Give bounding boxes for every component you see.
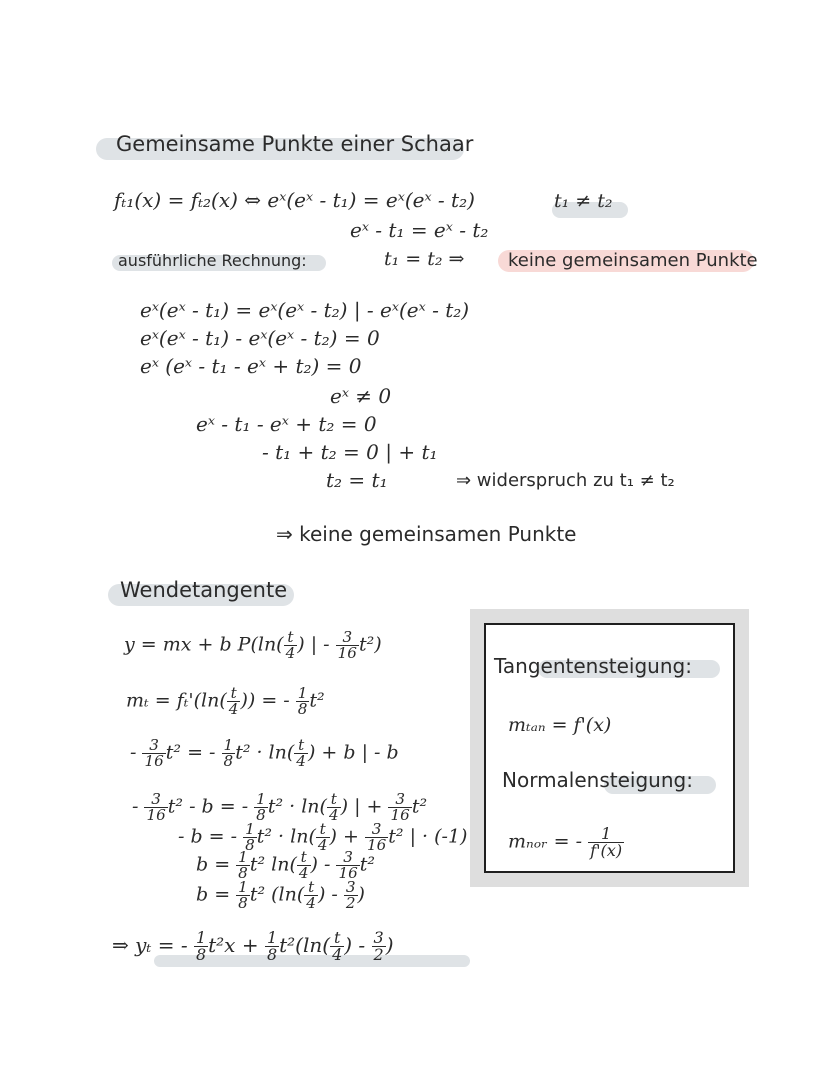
frac-den: 2 [373,945,384,964]
step-3: eˣ (eˣ - t₁ - eˣ + t₂) = 0 [140,354,362,378]
frac-num: t [316,822,330,838]
wt-line-4-part-d: ) | + [340,795,389,818]
frac-num: 1 [238,878,248,896]
frac-num: 3 [336,630,359,646]
wt-line-6-part-b: t² ln( [249,853,297,876]
box-title-normal-slope: Normalensteigung: [502,768,693,792]
frac-den: 8 [256,806,266,825]
fraction-1-over-8 [296,686,310,717]
equation-line-3: t₁ = t₂ ⇒ [384,248,465,270]
frac-den: 8 [297,700,308,719]
wt-line-5-part-a: - b = - [178,825,244,848]
wt-line-2 [126,686,325,717]
wt-line-7-part-c: ) - [317,883,344,906]
frac-num: t [304,880,318,896]
box-formula-tangent: mₜₐₙ = f'(x) [508,714,612,736]
wt-line-6 [196,850,375,881]
wt-line-3-part-a: - [130,741,143,764]
frac-num: 1 [245,820,255,838]
wt-final-part-b: t²x + [208,933,265,957]
frac-num: 3 [345,878,356,896]
section-heading-wendetangente: Wendetangente [120,578,288,602]
frac-den: 4 [332,945,343,964]
wt-line-5-part-c: ) + [329,825,365,848]
fraction-3-over-16 [142,738,165,769]
frac-den: 16 [366,836,387,855]
fraction-3-over-16 [336,630,359,661]
frac-num: t [330,930,344,947]
wt-line-1-part-a: y = mx + b P(ln( [124,633,284,656]
fraction-t-over-4 [327,792,341,823]
frac-den: 16 [338,864,358,883]
contradiction-note: ⇒ widerspruch zu t₁ ≠ t₂ [456,470,675,491]
wt-line-6-part-c: ) - [310,853,337,876]
frac-num: t [327,792,341,808]
frac-den: 4 [298,864,309,883]
wt-line-1-part-c: t²) [358,633,382,656]
frac-den: 16 [337,644,357,663]
detail-calculation-label: ausführliche Rechnung: [118,251,307,270]
frac-den: 4 [285,644,296,663]
wt-line-4-part-a: - [132,795,145,818]
frac-den: 8 [245,836,255,855]
box-title-tangent-slope: Tangentensteigung: [494,654,692,678]
wt-final-part-c: t²(ln( [279,933,331,957]
box-formula-normal-lhs: mₙₒᵣ = - [508,830,589,853]
fraction-3-over-16 [365,822,388,853]
step-2: eˣ(eˣ - t₁) - eˣ(eˣ - t₂) = 0 [140,326,380,350]
fraction-1-over-8 [194,930,208,963]
frac-den: 8 [266,945,278,964]
frac-num: 1 [588,826,624,843]
fraction-1-over-fprime [588,826,624,859]
fraction-1-over-8 [236,880,250,911]
step-1: eˣ(eˣ - t₁) = eˣ(eˣ - t₂) | - eˣ(eˣ - t₂) [140,298,470,322]
frac-num: t [297,850,311,866]
fraction-t-over-4 [227,686,241,717]
frac-den: 4 [228,700,239,719]
frac-num: 3 [373,928,384,947]
frac-num: 3 [365,822,388,838]
fraction-1-over-8 [236,850,250,881]
frac-num: t [227,686,241,702]
fraction-1-over-8 [222,738,236,769]
fraction-t-over-4 [330,930,344,963]
wt-line-7-part-d: ) [357,883,365,906]
wt-line-7 [196,880,365,911]
frac-num: 3 [388,792,411,808]
frac-num: 3 [336,850,359,866]
frac-den: 4 [317,836,328,855]
step-5: eˣ - t₁ - eˣ + t₂ = 0 [196,412,377,436]
wt-line-1-part-b: ) | - [297,633,336,656]
frac-den: 8 [238,894,248,913]
wt-line-6-part-d: t² [359,853,376,876]
frac-den: 16 [146,806,166,825]
frac-den: 2 [345,894,356,913]
wt-line-2-part-b: )) = - [240,689,296,712]
wt-line-2-part-a: mₜ = fₜ'(ln( [126,689,227,712]
frac-den: 8 [238,864,248,883]
wt-line-2-part-c: t² [309,689,325,712]
conclusion-no-common-points: keine gemeinsamen Punkte [508,250,758,271]
frac-den: 8 [223,752,234,771]
frac-num: 3 [142,738,165,754]
frac-den: 4 [306,894,316,913]
final-conclusion: ⇒ keine gemeinsamen Punkte [276,522,577,546]
fraction-t-over-4 [304,880,318,911]
fraction-1-over-8 [265,930,279,963]
frac-den: 4 [328,806,339,825]
wt-final-equation [112,930,394,963]
frac-den: 4 [296,752,306,771]
box-formula-normal [508,826,624,859]
wt-line-4-part-b: t² - b = - [167,795,255,818]
condition-t1-neq-t2: t₁ ≠ t₂ [554,190,613,212]
frac-den: f'(x) [590,841,623,861]
fraction-t-over-4 [316,822,330,853]
wt-final-part-e: ) [385,933,394,957]
fraction-3-over-16 [336,850,359,881]
step-7: t₂ = t₁ [326,468,388,492]
equation-line-1: fₜ₁(x) = fₜ₂(x) ⇔ eˣ(eˣ - t₁) = eˣ(eˣ - t₂) [114,188,475,212]
equation-line-2: eˣ - t₁ = eˣ - t₂ [350,218,489,242]
wt-line-4-part-e: t² [411,795,428,818]
fraction-3-over-16 [388,792,411,823]
wt-final-part-a: ⇒ yₜ = - [112,933,194,957]
frac-den: 16 [144,752,164,771]
wt-line-3-part-d: ) + b | - b [307,741,399,764]
wt-line-3 [130,738,399,769]
wt-line-5 [178,822,467,853]
frac-num: 1 [256,790,266,808]
fraction-3-over-16 [144,792,167,823]
fraction-3-over-2 [344,880,358,911]
wt-final-part-d: ) - [344,933,372,957]
wt-line-7-part-a: b = [196,883,237,906]
wt-line-3-part-c: t² · ln( [235,741,295,764]
wt-line-3-part-b: t² = - [165,741,222,764]
frac-num: 1 [223,736,234,754]
fraction-t-over-4 [297,850,311,881]
step-6: - t₁ + t₂ = 0 | + t₁ [262,440,438,464]
frac-num: t [294,738,308,754]
section-heading-gemeinsame-punkte: Gemeinsame Punkte einer Schaar [116,132,474,156]
frac-num: 1 [195,928,207,947]
fraction-t-over-4 [294,738,308,769]
wt-line-5-part-d: t² | · (-1) [388,825,468,848]
fraction-1-over-8 [254,792,268,823]
frac-num: 1 [238,848,248,866]
frac-num: 1 [297,684,308,702]
frac-den: 16 [390,806,410,825]
wt-line-7-part-b: t² (ln( [249,883,305,906]
wt-line-4-part-c: t² · ln( [267,795,327,818]
frac-num: 3 [144,792,167,808]
step-4: eˣ ≠ 0 [330,384,392,408]
wt-line-1 [124,630,382,661]
fraction-3-over-2 [372,930,386,963]
frac-den: 8 [195,945,207,964]
frac-num: t [284,630,298,646]
wt-line-6-part-a: b = [196,853,237,876]
wt-line-5-part-b: t² · ln( [256,825,316,848]
frac-num: 1 [266,928,278,947]
fraction-t-over-4 [284,630,298,661]
wt-line-4 [132,792,427,823]
